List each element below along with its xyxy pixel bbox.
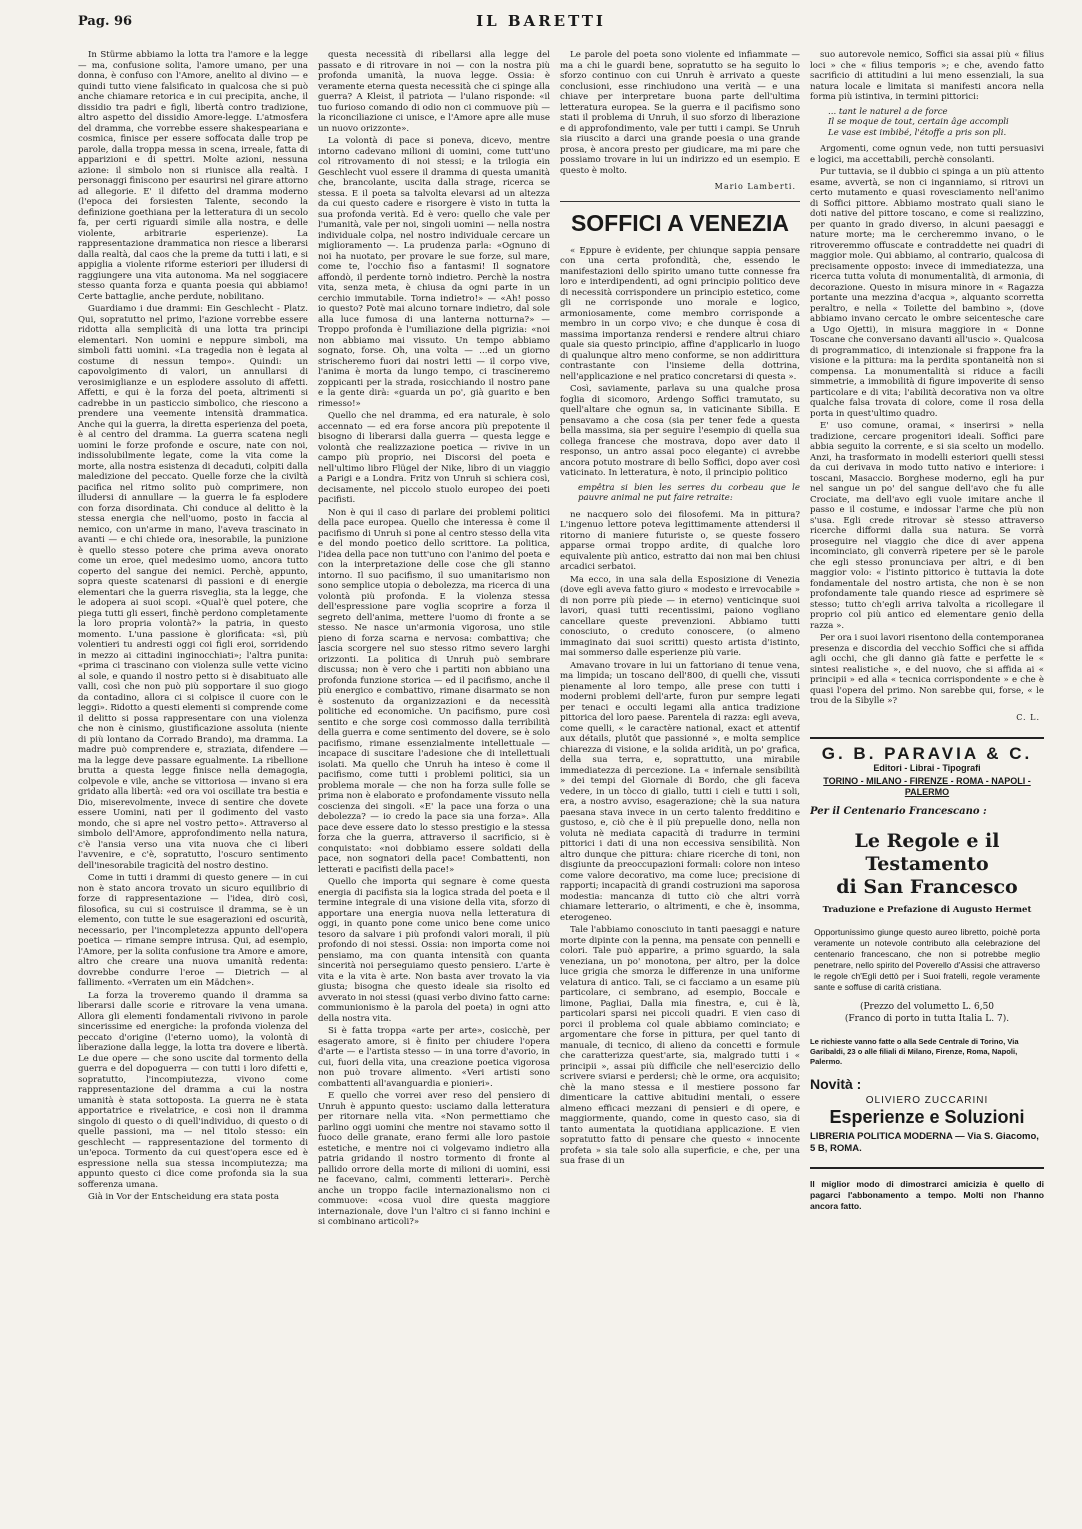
verse-quote: empêtra si bien les serres du corbeau que le pauvre animal ne put faire retraite: xyxy=(578,482,800,503)
paragraph: Per ora i suoi lavori risentono della contemporanea presenza e discordia del vecchio Soffici che si affida agli occhi, che gli danno già fatte e perfette le « sintesi realistiche », e del nuovo, che si affida ai « principii » ed alla « tecnica corrispondente » e che è quasi l'opera del primo. Non sarebbe qui, forse, « le trou de la Sibylle »? xyxy=(810,633,1044,706)
paragraph: suo autorevole nemico, Soffici sia assai più « filius loci » che « filius temporis »; e che, avendo fatto sacrificio di attitudini a lui meno essenziali, la sua natura locale e limitata si manifesti ancora nella forma più istintiva, in termini pittorici: xyxy=(810,50,1044,102)
paragraph: Ma ecco, in una sala della Esposizione di Venezia (dove egli aveva fatto giuro « modesto e irrevocabile » di non porre più piede — in eterno) venticinque suoi lavori, quasi tutti recentissimi, paiono vogliano cancellare queste prevenzioni. Abbiamo tutti conosciuto, o creduto conoscere, (o almeno immaginato dai suoi scritti) questo artista d'istinto, mai sommerso dalle esperienze più varie. xyxy=(560,574,800,658)
paragraph: Così, saviamente, parlava su una qualche prosa foglia di sicomoro, Ardengo Soffici tramutato, su quell'altare che ognun sa, in vaticinante Sibilla. E pensavamo a che cosa (sia per tener fede a questa bella massima, sia per seguire l'esempio di quella sua collega francese che mostrava, dopo aver dato il responso, un antro assai poco elegante) ci avrebbe ancora potuto mostrare di bello Soffici, dopo aver così vaticinato. In letteratura, è noto, il principio politico xyxy=(560,384,800,478)
paragraph: Argomenti, come ognun vede, non tutti persuasivi e logici, ma accettabili, perchè consolanti. xyxy=(810,144,1044,165)
book-title-line: di San Francesco xyxy=(836,875,1018,898)
paragraph: La forza la troveremo quando il dramma sa liberarsi dalle scorie e ritrovare la vena umana. Allora gli elementi fondamentali rivivono in parole sincerissime ed energiche: la profonda violenza del peccato d'origine (l'eterno uomo), la volontà di liberazione dalla legge, la lotta tra dovere e libertà. Le due opere — che sono uscite dal tormento della guerra e del dopoguerra — con tutti i loro difetti e, sopratutto, l'incompiutezza, vivono come rappresentazione del dramma a cui la nostra umanità è stata sottoposta. La guerra ne è stata apportatrice e rivelatrice, e così non il dramma singolo di questo o di quell'individuo, di questo o di quelle passioni, ma — nel titolo stesso: ein geschlecht — rappresentazione del tormento di un'epoca. Tormento da cui quest'opera esce ed è espressione nella sua stessa incompiutezza; ma appunto questo ci dice come profonda sia la sua sofferenza umana. xyxy=(78,990,308,1190)
column-4 xyxy=(810,50,1044,1512)
article-title: SOFFICI A VENEZIA xyxy=(570,209,790,236)
paragraph: Amavano trovare in lui un fattoriano di tenue vena, ma limpida; un toscano dell'800, di quelli che, vissuti pienamente al loro tempo, alle prese con tutti i moderni problemi dell'arte, furon pur sempre legati per tenaci e occulti legami alla antica tradizione pittorica del loro paese. Parentela di razza: egli aveva, come quelli, « le caractère national, exact et attentif aux détails, plutôt que passionné », e molta semplice chiarezza di visione, e la solida aridità, un po' grafica, della sua terra, e, soprattutto, una mirabile immediatezza di percezione. La « infernale sensibilità » dei tempi del Giornale di Bordo, che gli faceva vedere, in un tòcco di giallo, tutti i cieli e tutti i soli, era, a nostro avviso, esagerazione; chè la sua natura paesana stava invece in un certo talento fredditino e gustoso, e, ciò che è il più prepuelle dono, nella non voluta nè mediata capacità di tradurre in termini pittorici i dati di una non eccessiva sensibilità. Non altro dunque che pittura: chiare ricerche di toni, non disgiunte da preoccupazioni formali: colore non inteso come valore decorativo, ma come luce; precisione di rapporti; incapacità di grandi costruzioni ma saporosa modestia: mancanza di tutto ciò che altri vorrà chiamare letterario, o altrimenti, e che è, insomma, eterogeneo. xyxy=(560,660,800,923)
paragraph: Non è qui il caso di parlare dei problemi politici della pace europea. Quello che interessa è come il pacifismo di Unruh si pone al centro stesso della vita e del mondo poetico dello scrittore. La politica, l'idea della pace non tutt'uno con l'animo del poeta e con la interpretazione delle cose che gli stanno intorno. Il suo pacifismo, il suo umanitarismo non sono semplice utopia o debolezza, ma ricerca di una volontà più profonda. E la violenza stessa dell'espressione pare voglia scoprire a forza il segreto dell'anima, mettere l'uomo di fronte a se stesso. Ne nasce un'armonia vigorosa, uno stile pieno di forza scarna e nervosa: combattiva; che lascia scorgere nel suo stesso ritmo severo larghi orizzonti. La politica di Unruh può sembrare discussa; non è vero che i partiti non abbiano una profonda funzione storica — ed il pacifismo, anche il più energico e combattivo, rimane disarmato se non è sostenuto da organizzazioni e da necessità politiche ed economiche. Un pacifismo, pure così sentito e che sorge così commosso dalla terribilità della guerra e come sentimento del dovere, se è solo pacifismo, rimane essenzialmente intellettuale — incapace di suscitare l'adesione che di intellettuali isolati. Ma quello che Unruh ha inteso è come il pacifismo, come tutti i problemi politici, sia un problema morale — che non ha forza sulle folle se prima non è elaborato e profondamente vissuto nella coscienza dei singoli. «E' la pace una forza o una debolezza? — io credo la pace sia una forza». Alla pace deve essere dato lo stesso prestigio e la stessa forza che la guerra, attraverso il sacrificio, si è conquistato: «noi dobbiamo essere soldati della pace, non sognatori della pace! Combattenti, non letterati e pacifisti della pace!» xyxy=(318,507,550,875)
paragraph: In Stürme abbiamo la lotta tra l'amore e la legge — ma, confusione solita, l'amore umano, per una donna, è confuso con l'Amore, anelito al divino — e quindi tutto viene falsificato in qualcosa che si può anche chiamare retorica e in cui precipita, anche, il dissidio tra padri e figli, libertà contro tradizione, altro aspetto del dissidio Amore-legge. L'atmosfera del dramma, che vorrebbe essere shakespeariana e cosmica, finisce per essere soffocata dalle trop pe parole, dalla troppa messa in scena, irreale, fatta di apparizioni e di spettri. Molte azioni, nessuna azione: il simbolo non si riunisce alla realtà. I personaggi finiscono per esaurirsi nel girare attorno ad allegorie. E' il difetto del dramma moderno (l'epoca dei forsiesten Talente, secondo la definizione goethiana per la letteratura di un secolo fa, per certi riguardi simile alla nostra, e delle violente, arbitrarie esperienze). La rappresentazione drammatica non riesce a liberarsi dalla realtà, dal caos che la preme da tutti i lati, e si appiglia a violente riforme esteriori per illudersi di raggiungere una vita autonoma. Ma nel soggiacere stesso quanta forza e quanta poesia qui abbiamo! Certe battaglie, anche perdute, nobilitano. xyxy=(78,50,308,302)
book-price xyxy=(810,1001,1044,1025)
verse-quote xyxy=(828,107,1044,139)
verse-line: Le vase est imbibé, l'étoffe a pris son pli. xyxy=(828,127,1007,138)
novelty-title: Esperienze e Soluzioni xyxy=(829,1107,1025,1127)
author-signature: C. L. xyxy=(1016,712,1040,722)
paragraph: Quello che nel dramma, ed era naturale, è solo accennato — ed era forse ancora più prepotente il bisogno di liberarsi dalla guerra — questa legge e volontà che realizzazione poetica — rivive in un campo più proprio, nei Discorsi del poeta e nell'ultimo libro Flügel der Nike, libro di un viaggio a Parigi e a Londra. Fritz von Unruh si schiera così, decisamente, nel piccolo stuolo europeo dei poeti pacifisti. xyxy=(318,411,550,505)
paragraph: E' uso comune, oramai, « inserirsi » nella tradizione, cercare progenitori ideali. Soffici pare abbia seguito la corrente, e si sia scelto un modello. Anzi, ha trasformato in modelli esteriori quelli stessi da cui derivava in modo tutto nativo e interiore: i toscani, Masaccio. Borghese moderno, egli ha pur nel sangue un po' del sangue dell'avo che fu alle Crociate, ma dell'avo egli vuole imitare anche il passo e il costume, e indossar l'arme che più non s'usa. Egli crede ritrovar sè stesso attraverso ricerche difformi dalla sua natura. Se vorrà proseguire nel viaggio che dice di aver appena incominciato, gli converrà ripetere per sè le parole che egli stesso pronunciava per altri, e di ben maggior volo: « l'istinto pittorico è tuttavia la dote fondamentale del nostro artista, che non è se non profondamente tale quando riesce ad esprimere sè stesso; tutto ch'egli arriva talvolta a ricollegare il proprio col più antico ed elementare genio della razza ». xyxy=(810,421,1044,631)
column-3 xyxy=(560,50,800,1512)
author-signature: Mario Lamberti. xyxy=(714,182,796,191)
verse-line: ... tant le naturel a de force xyxy=(828,106,948,117)
paragraph: Si è fatta troppa «arte per arte», cosicchè, per esagerato amore, si è finito per chiudere l'opera d'arte — e l'artista stesso — in una torre d'avorio, in cui, fuori della vita, una creazione poetica vigorosa non può trovare alimento. «Veri artisti sono combattenti all'avanguardia e pionieri». xyxy=(318,1026,550,1089)
paragraph: Come in tutti i drammi di questo genere — in cui non è stato ancora trovato un sicuro equilibrio di forze di rappresentazione — l'idea, dirò così, filosofica, su cui si costruisce il dramma, se è un elemento, con tutte le sue esagerazioni ed oscurità, necessario, per l'incompletezza appunto dell'opera poetica — rimane sempre intrusa. Qui, ad esempio, l'Amore, per la solita confusione tra Amore e amore, altro che creare una nuova umanità redenta: dovrebbe condurre l'eroe — Dietrich — al fallimento. «Verraten um ein Mädchen». xyxy=(78,873,308,988)
price-line: (Prezzo del volumetto L. 6,50 xyxy=(859,1002,995,1012)
paragraph: Le parole del poeta sono violente ed infiammate — ma a chi le guardi bene, sopratutto se ha seguito lo sforzo continuo con cui Unruh è arrivato a queste conclusioni, esse rinchiudono una verità — e una chiave per interpretare buona parte dell'ultima letteratura europea. Se la guerra e il pacifismo sono stati il problema di Unruh, il suo sforzo di liberazione e di approfondimento, vale per tutti i campi. Se Unruh sia riuscito a darci una grande poesia o una grande prosa, è ancora presto per giudicare, ma mi pare che possiamo trovare in lui un indirizzo ed un esempio. E questo è molto. xyxy=(560,50,800,176)
paragraph: Già in Vor der Entscheidung era stata posta xyxy=(88,1192,280,1202)
occasion-line: Per il Centenario Francescano : xyxy=(810,806,987,817)
paragraph: Guardiamo i due drammi: Ein Geschlecht - Platz. Qui, sopratutto nel primo, l'azione vorrebbe essere ridotta alla semplicità di una lotta tra principi elementari. Non uomini e neppure simboli, ma simboli fatti uomini. «La tragedia non è legata al costume di nessun tempo». Quindi: un capovolgimento di valori, un annullarsi di verosimiglianze e un esplodere assoluto di affetti. Affetti, e qui è la forza del poeta, altrimenti si cadrebbe in un pasticcio simbolico, che riescono a prendere una veemente intensità drammatica. Anche qui la guerra, la diretta esperienza del poeta, è al centro del dramma. La guerra scatena negli uomini le forze profonde e oscure, nate con noi, indissolubilmente legate, come la vita come la morte, alla nostra esistenza di decaduti, colpiti dalla maledizione del peccato. Quelle forze che la civiltà pacifica nel ritmo solito può comprimere, non illudersi di annullare — la guerra le fa esplodere con forza disordinata. Chi conduce al delitto è la stessa energia che nell'uomo, posto in faccia al nemico, con un'arme in mano, l'aveva trascinato in avanti — e chi chiede ora, inesorabile, la punizione è quello stesso potere che prima aveva onorato come un eroe, quel medesimo uomo, ancora tutto coperto del sangue dei nemici. Perchè, appunto, sopra queste scatenarsi di passioni e di energie elementari che la guerra risveglia, sta la legge, che le adopera ai suoi scopi. «Qual'è quel potere, che piega tutti gli esseri, finchè perdono completamente la loro propria volontà?» la patria, in questo momento. L'una passione è glorificata: «sì, più volentieri tu andresti oggi coi figli eroi, sorridendo in mezzo ai cittadini inginocchiati»; l'altra punita: «prima ci trascinano con violenza sulle vette vicino al sole, e quando il nostro petto si è disabituato alle valli, così che non può più sopportare il suo giogo da contadino, allora ci si colpisce il cuore con le leggi». Ridotto a questi elementi si comprende come il delitto si possa rappresentare con una violenza che non è cinismo, giustificazione assoluta (niente di più lontano da Corrado Brando), ma dramma. La madre può comprendere e, straziata, difendere — ma la legge deve passare egualmente. La ribellione brutta a questa legge finisce nella demagogia, colpevole e vile, anche se vittoriosa — invano si era gridato alla libertà: «ed ora voi oscillate tra bestia e Dio, miserevolmente, invece di sentire che dovete essere Uomini, nati per il godimento del vasto mondo, che si apre nel vostro petto». Attraverso al simbolo dell'Amore, approfondimento nella natura, c'è l'ansia verso una vita nuova che ci liberi l'avvenire, e c'è, sopratutto, l'oscuro sentimento dell'inesorabile tragicità del nostro destino. xyxy=(78,304,308,871)
paragraph: E quello che vorrei aver reso del pensiero di Unruh è appunto questo: usciamo dalla letteratura per ritornare nella vita. «Non permettiamo che parlino oggi uomini che mentre noi stavamo sotto il fuoco delle granate, erano fermi alle loro pastoie estetiche, e mentre noi ci volgevamo indietro alla patria gridando il nostro tormento di fronte al pallido orrore della morte di milioni di uomini, essi ne facevano, calmi, commenti letterari». Perchè anche un troppo facile internazionalismo non ci commuove: «cosa vuol dire questa maggiore internazionale, dove l'un l'altro ci si fanno inchini e si combinano articoli?» xyxy=(318,1091,550,1227)
publisher-trades: Editori - Librai - Tipografi xyxy=(873,762,981,773)
publisher-advertisement xyxy=(810,737,1044,1067)
paragraph: « Eppure è evidente, per chiunque sappia pensare con una certa profondità, che, essendo le manifestazioni dello spirito umano tutte connesse fra loro e interdipendenti, ad ogni principio politico deve di necessità corrispondere un principio estetico, come gli ne corrisponde uno morale e logico, armoniosamente, come membro corrisponde a membro in un corpo vivo; e che dunque è cosa di massima importanza rendersi e rendere altrui chiaro quale sia questo principio, affine d'applicarlo in luogo di qualunque altro meno conforme, se non addirittura contrastante con l'insieme della dottrina, nell'applicazione e nel pratico concretarsi di questa ». xyxy=(560,245,800,382)
publisher-cities: TORINO - MILANO - FIRENZE - ROMA - NAPOLI - PALERMO xyxy=(823,776,1031,797)
verse-line: Il se moque de tout, certain âge accompli xyxy=(828,117,1009,127)
publisher-name: G. B. PARAVIA & C. xyxy=(821,744,1033,763)
order-notice: Le richieste vanno fatte o alla Sede Centrale di Torino, Via Garibaldi, 23 o alle filiali di Milano, Firenze, Roma, Napoli, Palermo. xyxy=(810,1037,1019,1066)
paragraph: ne nacquero solo dei filosofemi. Ma in pittura? L'ingenuo lettore poteva legittimamente attendersi il ritorno di maniere futuriste o, se queste fossero apparse ormai troppo ardite, di qualche loro equivalente più antico, estratto dai non mai ben chiusi arcadici serbatoi. xyxy=(560,509,800,572)
divider xyxy=(560,201,800,202)
book-description: Opportunissimo giunge questo aureo libretto, poichè porta veramente un notevole contributo alla celebrazione del centenario francescano, che non si potrebbe meglio penetrare, nello spirito del Poverello d'Assisi che attraverso le regole ch'Egli dettò per i Suoi fratelli, regole veramente sante e soffuse di carità cristiana. xyxy=(814,927,1040,992)
masthead: IL BARETTI xyxy=(476,12,606,30)
paragraph: La volontà di pace si poneva, dicevo, mentre intorno cadevano milioni di uomini, come tutt'uno col ritrovamento di noi stessi; e la trilogia ein Geschlecht vuol essere il dramma di questa umanità che, brancolante, uscita dalla strage, ricerca se stessa. E il poeta sa talvolta elevarsi ad un altezza da cui questo cadere e risorgere è visto in tutta la sua profonda verità. Ed è vero: quello che vale per l'umanità, vale per noi, singoli uomini — nella nostra individuale colpa, nel nostro individuale cercare un miglioramento —. La prudenza parla: «Ognuno di noi ha nuotato, per provare le sue forze, sul mare, come te, l'occhio fiso a fantasmi! Il sognatore affondò, il perdente tornò indietro. Perchè la nostra vita, senza meta, è chiusa da ogni parte in un cerchio immutabile. Torna indietro!» — «Ah! posso io questo? Potè mai alcuno tornare indietro, dal sole alla luce fumosa di una lanterna notturna?» — Troppo profonda è l'umiliazione della pigrizia: «noi non abbiamo mai vissuto. Un tempo abbiamo sognato, forse. Oh, una volta — ...ed un giorno strischeremo fuori dai nostri letti — il corpo vive, l'anima è morta da lungo tempo, ci trascineremo zoppicanti per la strada, rosicchiando il nostro pane e la gente dirà: «guarda un po', già guarito e ben rimesso!» xyxy=(318,136,550,409)
page-header xyxy=(78,12,1004,34)
paragraph: questa necessità di ribellarsi alla legge del passato e di ritrovare in noi — con la nostra più profonda umanità, la nuova legge. Ossia: è veramente eterna questa necessità che ci spinge alla guerra? A Kleist, il patriota — l'ulano risponde: «il tuo furioso comando di odio non ci commuove più — la riconciliazione ci unisce, e l'Amore apre alle muse un nuovo orizzonte». xyxy=(318,50,550,134)
novelty-label: Novità : xyxy=(810,1076,862,1092)
translation-credit: Traduzione e Prefazione di Augusto Hermet xyxy=(822,904,1032,915)
book-title-line: Le Regole e il Testamento xyxy=(854,829,1000,875)
column-2 xyxy=(318,50,550,1512)
column-1 xyxy=(78,50,308,1512)
subscription-notice: Il miglior modo di dimostrarci amicizia è quello di pagarci l'abbonamento a tempo. Molti non l'hanno ancora fatto. xyxy=(810,1167,1044,1212)
paragraph: Tale l'abbiamo conosciuto in tanti paesaggi e nature morte dipinte con la penna, ma pensate con pennelli e colori. Tale può apparire, a primo sguardo, la sala veneziana, un po' monotona, per altro, per la dolce luce grigia che smorza le differenze in una uniforme velatura di antico. Tali, se ci facciamo a un esame più particolare, ci sembrano, ad esempio, Boccale e limone, Pagliai, Dalla mia finestra, e, cui è là, particolari sparsi nei piccoli quadri. E vien caso di porci il problema col quale abbiamo cominciato; e argomentare che forse in pittura, per quel tanto di manuale, di tecnico, di alieno da concetti e formule che caratterizza quest'arte, sia, malgrado tutti i « principii », assai più difficile che nell'esercizio dello scrivere sviarsi e perdersi; chè le orme, ora acquisito; chè la mano stessa e il mestiere possono far dimenticare la cattive abitudini mentali, o essere almeno efficaci mezzani di pensieri e di opere, e maggiormente, quando, come in questo caso, sia di tanto aumentata la quotidiana applicazione. E vien sopratutto fatto di pensare che questo « innocente profeta » sia tale solo alla superficie, e che, per una sua frase di un xyxy=(560,925,800,1166)
book-title xyxy=(810,830,1044,899)
paragraph: Quello che importa qui segnare è come questa energia di pacifista sia la logica strada del poeta e il termine integrale di una visione della vita, sforzo di apportare una energia nuova nella letteratura di oggi, in quanto pone come unico bene come unico tesoro da salvare i più profondi valori morali, il più profondo di noi stessi. Ossia: non importa come noi pensiamo, ma con quanta intensità con quanta sincerità noi perseguiamo questo pensiero. L'arte è vita e la vita è arte. Non basta aver trovato la via giusta; bisogna che questo ideale sia risolto ed avverato in noi stessi (quasi verbo divino fatto carne: communionismo è la parola del poeta) in ogni atto della nostra vita. xyxy=(318,877,550,1024)
page-number: Pag. 96 xyxy=(78,14,133,29)
paragraph: Pur tuttavia, se il dubbio ci spinga a un più attento esame, avvertà, se non ci inganniamo, si ritrovi un certo mutamento e quasi rovesciamento nell'animo di Soffici pittore. Abbiamo mostrato quali siano le doti native del pittore toscano, e come si realizzino, per quanto in grado diverso, in alcuni paesaggi e nature morte; ma le cercheremmo invano, o le ritroveremmo offuscate e contraddette nei quadri di maggior mole. Qui abbiamo, al contrario, qualcosa di precisamente opposto: invece di immediatezza, una ricerca tutta voluta di monumentalità, di armonia, di decorazione. Questo in misura minore in « Ragazza portante una mezzina d'acqua », alquanto scorretta peraltro, e nella « Toilette del bambino », (dove abbiamo invano cercato le ombre seicentesche care a Ugo Ojetti), in misura maggiore in « Donne Toscane che conversano davanti all'uscio ». Qualcosa di programmatico, di intenzionale si frappone fra la visione e la pittura: ma la perdita spontaneità non si compensa. La monumentalità si riduce a facili simmetrie, a immobilità di figure impoverite di senso particolare e di vita; l'abilità decorativa non va oltre qualche falsa trovata di colore, come il rosa della porta in quest'ultimo quadro. xyxy=(810,167,1044,419)
shipping-line: (Franco di porto in tutta Italia L. 7). xyxy=(844,1014,1010,1024)
novelty-publisher: LIBRERIA POLITICA MODERNA — Via S. Giacomo, 5 B, ROMA. xyxy=(810,1130,1039,1154)
novelty-author: OLIVIERO ZUCCARINI xyxy=(865,1094,989,1106)
